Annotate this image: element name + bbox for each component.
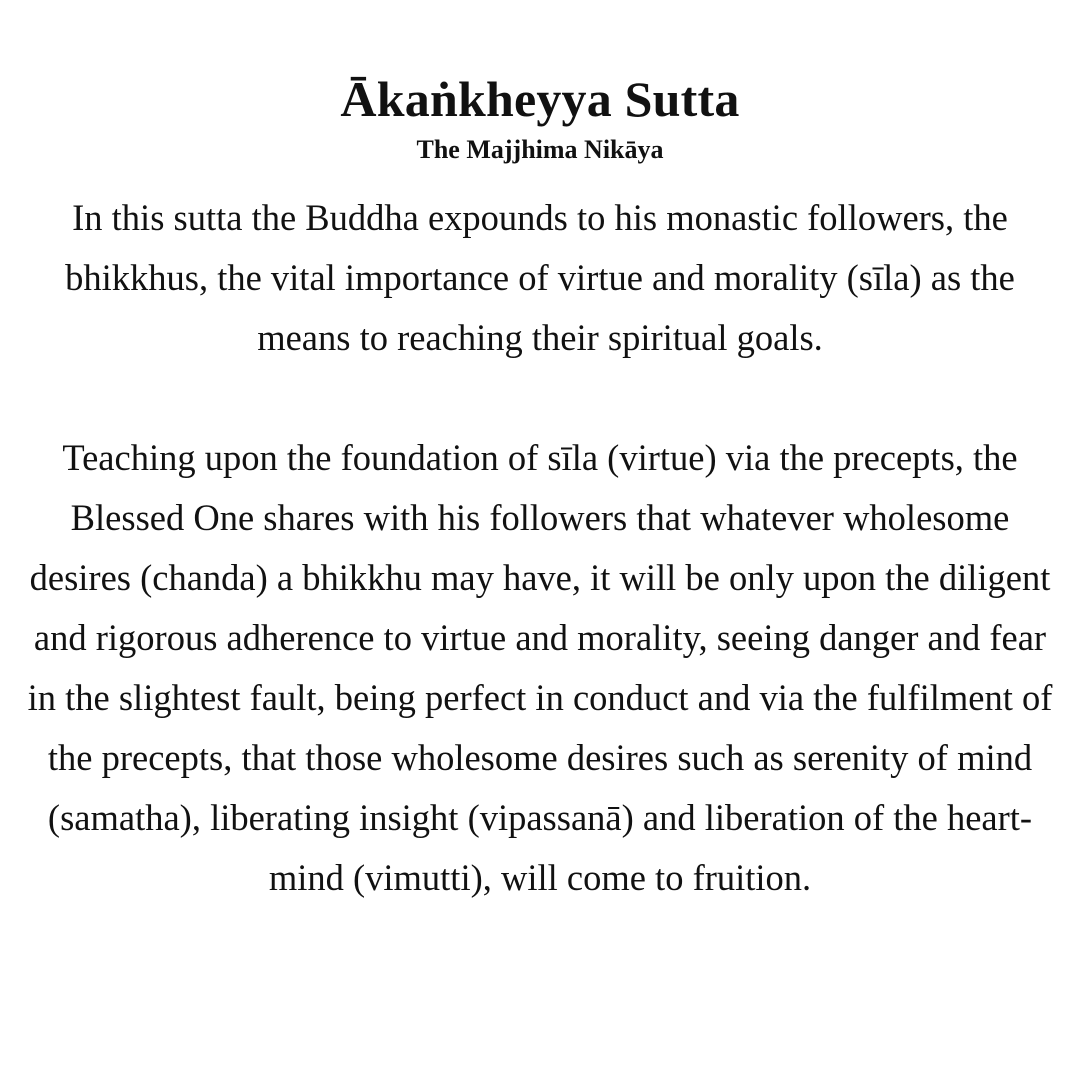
document-title: Ākaṅkheyya Sutta: [340, 71, 740, 127]
paragraph-teaching: Teaching upon the foundation of sīla (virtue) via the precepts, the Blessed One shares with his followers that whatever wholesome desires (chanda) a bhikkhu may have, it will be only upon the diligent and rigorous adherence to virtue and morality, seeing danger and fear in the slightest fault, being perfect in conduct and via the fulfilment of the precepts, that those wholesome desires such as serenity of mind (samatha), liberating insight (vipassanā) and liberation of the heart-mind (vimutti), will come to fruition.: [27, 437, 1053, 898]
document-body: [24, 188, 1056, 908]
paragraph-intro: In this sutta the Buddha expounds to his monastic followers, the bhikkhus, the vital importance of virtue and morality (sīla) as the means to reaching their spiritual goals.: [65, 197, 1015, 358]
document-subtitle: The Majjhima Nikāya: [416, 135, 664, 164]
